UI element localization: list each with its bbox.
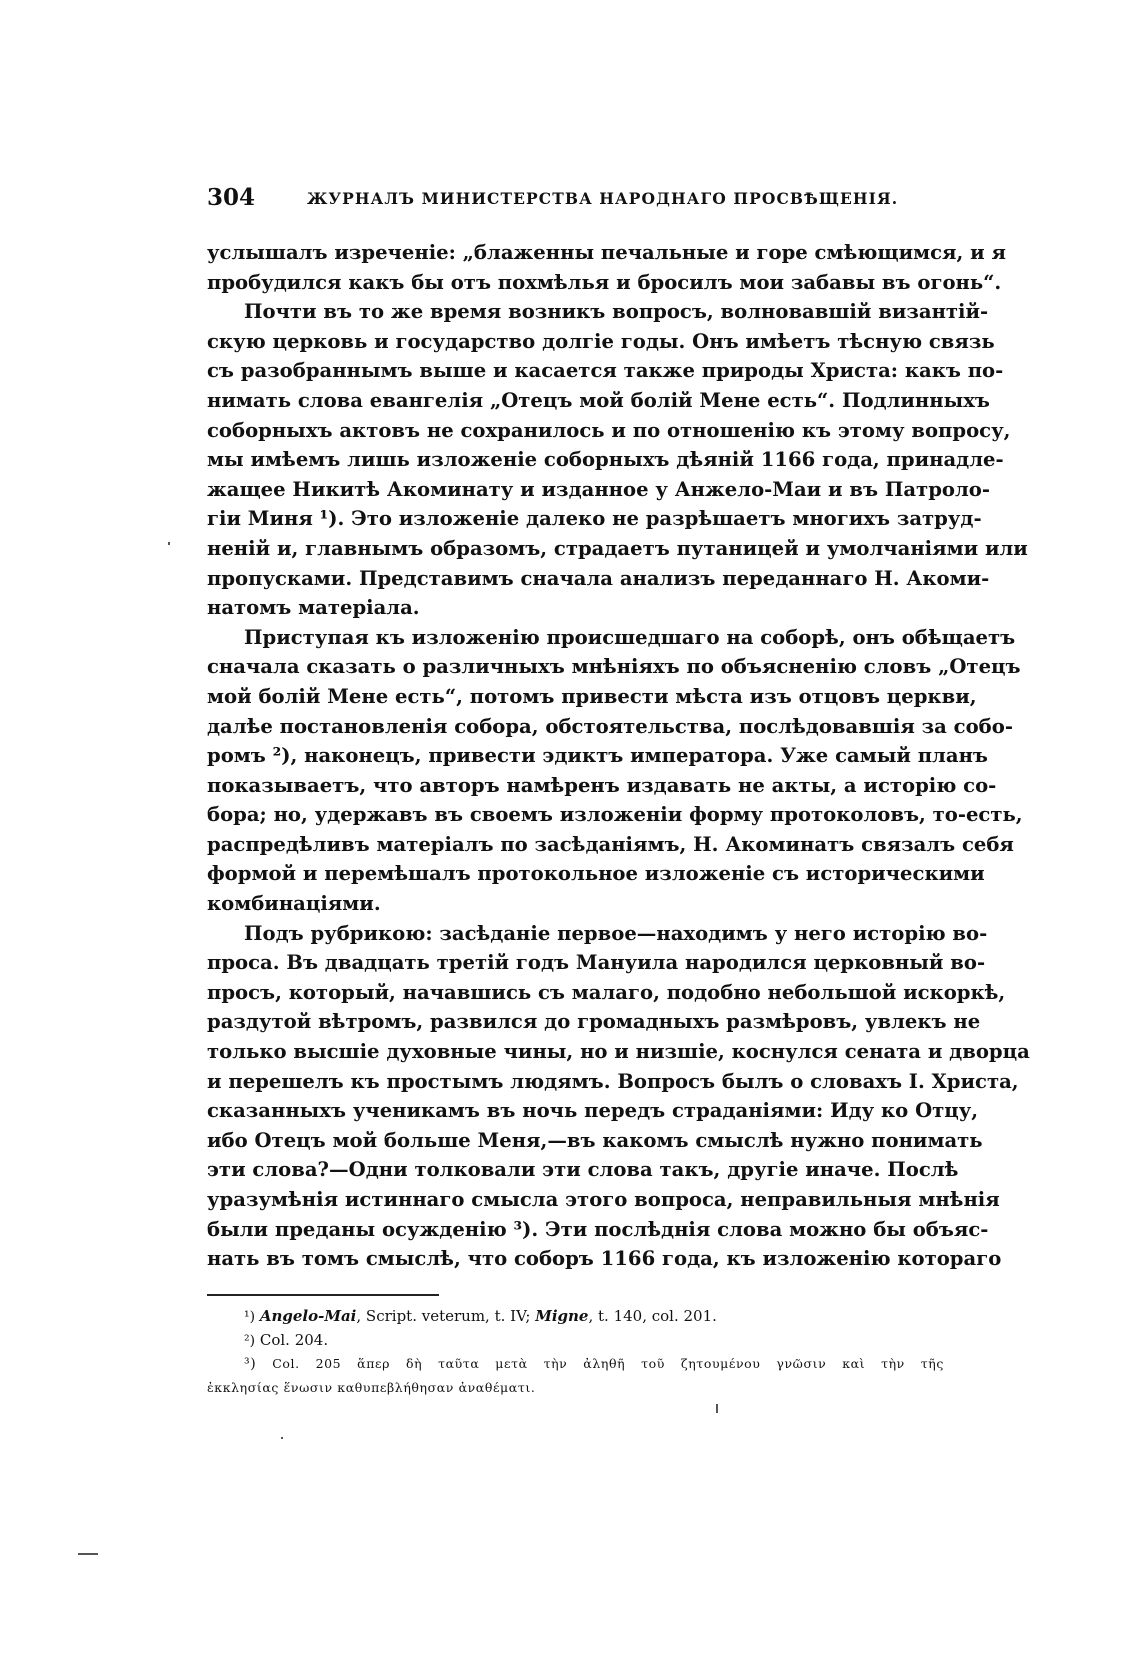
footnote-mark: ¹) bbox=[244, 1309, 256, 1325]
text-line: раздутой вѣтромъ, развился до громадныхъ размѣровъ, увлекъ не bbox=[207, 1010, 981, 1034]
text-line: показываетъ, что авторъ намѣренъ издавать не акты, а исторію со- bbox=[207, 773, 997, 797]
text-line: эти слова?—Одни толковали эти слова такъ, другіе иначе. Послѣ bbox=[207, 1158, 959, 1182]
footnote-text: , t. 140, col. 201. bbox=[588, 1307, 717, 1325]
footnote-author: Migne bbox=[535, 1307, 589, 1325]
text-line: уразумѣнія истиннаго смысла этого вопроса, неправильныя мнѣнія bbox=[207, 1188, 1000, 1211]
text-line: просъ, который, начавшись съ малаго, подобно небольшой искоркѣ, bbox=[207, 980, 1006, 1004]
text-line: нимать слова евангелія „Отецъ мой болій Мене есть“. Подлинныхъ bbox=[207, 388, 990, 412]
text-line: соборныхъ актовъ не сохранилось и по отношенію къ этому вопросу, bbox=[207, 418, 1011, 442]
footnote-mark: ³) bbox=[244, 1356, 257, 1372]
footnote-1 bbox=[207, 1304, 944, 1328]
footnote-author: Angelo-Mai bbox=[259, 1307, 357, 1325]
scan-speck bbox=[78, 1553, 98, 1555]
text-line: Приступая къ изложенію происшедшаго на соборѣ, онъ обѣщаетъ bbox=[244, 625, 1016, 649]
text-line: формой и перемѣшалъ протокольное изложеніе съ историческими bbox=[207, 862, 985, 886]
text-line: далѣе постановленія собора, обстоятельства, послѣдовавшія за собо- bbox=[207, 714, 1013, 738]
footnote-text: , Script. veterum, t. IV; bbox=[356, 1307, 536, 1325]
footnote-mark: ²) bbox=[244, 1333, 256, 1349]
text-line: и перешелъ къ простымъ людямъ. Вопросъ былъ о словахъ І. Христа, bbox=[207, 1069, 1019, 1093]
text-line: неній и, главнымъ образомъ, страдаетъ путаницей и умолчаніями или bbox=[207, 536, 1028, 560]
body-text bbox=[207, 238, 1030, 1274]
text-line: услышалъ изреченіе: „блаженны печальные и горе смѣющимся, и я bbox=[207, 241, 1007, 264]
text-line: мы имѣемъ лишь изложеніе соборныхъ дѣяній 1166 года, принадле- bbox=[207, 448, 1004, 472]
text-line: Подъ рубрикою: засѣданіе первое—находимъ у него исторію во- bbox=[244, 921, 988, 945]
text-line: бора; но, удержавъ въ своемъ изложеніи форму протоколовъ, то-есть, bbox=[207, 803, 1023, 827]
text-line: были преданы осужденію ³). Эти послѣднія слова можно бы объяс- bbox=[207, 1217, 989, 1241]
text-line: сказанныхъ ученикамъ въ ночь передъ страданіями: Иду ко Отцу, bbox=[207, 1099, 979, 1123]
text-line: жащее Никитѣ Акоминату и изданное у Анжело-Маи и въ Патроло- bbox=[207, 477, 990, 501]
page-header bbox=[207, 183, 942, 213]
scan-speck bbox=[281, 1437, 283, 1439]
text-line: пробудился какъ бы отъ похмѣлья и бросилъ мои забавы въ огонь“. bbox=[207, 270, 1002, 294]
text-line: мой болій Мене есть“, потомъ привести мѣста изъ отцовъ церкви, bbox=[207, 684, 977, 708]
footnote-divider bbox=[207, 1294, 439, 1296]
footnote-3 bbox=[207, 1352, 944, 1376]
text-line: только высшіе духовные чины, но и низшіе, коснулся сената и дворца bbox=[207, 1040, 1030, 1064]
scan-speck bbox=[168, 542, 170, 545]
text-line: гіи Миня ¹). Это изложеніе далеко не разрѣшаетъ многихъ затруд- bbox=[207, 507, 982, 531]
text-line: натомъ матеріала. bbox=[207, 596, 420, 620]
text-line: нать въ томъ смыслѣ, что соборъ 1166 года, къ изложенію котораго bbox=[207, 1247, 1002, 1271]
footnote-text: Col. 204. bbox=[259, 1331, 329, 1349]
text-line: ромъ ²), наконецъ, привести эдиктъ императора. Уже самый планъ bbox=[207, 744, 988, 768]
footnote-text: Col. 205 ἅπερ δὴ ταῦτα μετὰ τὴν ἀληθῆ τοῦ ζητουμένου γνῶσιν καὶ τὴν τῆς bbox=[272, 1356, 944, 1371]
text-line: пропусками. Представимъ сначала анализъ переданнаго Н. Акоми- bbox=[207, 566, 990, 590]
text-line: съ разобраннымъ выше и касается также природы Христа: какъ по- bbox=[207, 359, 1004, 383]
footnote-2 bbox=[207, 1328, 944, 1352]
text-line: сначала сказать о различныхъ мнѣніяхъ по объясненію словъ „Отецъ bbox=[207, 655, 1021, 679]
text-line: скую церковь и государство долгіе годы. Онъ имѣетъ тѣсную связь bbox=[207, 329, 995, 353]
text-line: ибо Отецъ мой больше Меня,—въ какомъ смыслѣ нужно понимать bbox=[207, 1128, 983, 1152]
text-line: Почти въ то же время возникъ вопросъ, волновавшій византій- bbox=[244, 300, 989, 324]
scan-speck bbox=[716, 1404, 718, 1413]
text-line: распредѣливъ матеріалъ по засѣданіямъ, Н. Акоминатъ связалъ себя bbox=[207, 832, 1014, 856]
footnote-3-continued: ἐκκλησίας ἕνωσιν καθυπεβλήθησαν ἀναθέματι. bbox=[207, 1380, 536, 1395]
page-number: 304 bbox=[207, 184, 256, 211]
text-line: комбинаціями. bbox=[207, 892, 381, 916]
footnotes bbox=[207, 1304, 944, 1400]
text-line: проса. Въ двадцать третій годъ Мануила народился церковный во- bbox=[207, 951, 986, 975]
running-head: ЖУРНАЛЪ МИНИСТЕРСТВА НАРОДНАГО ПРОСВѢЩЕНІЯ. bbox=[307, 189, 899, 208]
